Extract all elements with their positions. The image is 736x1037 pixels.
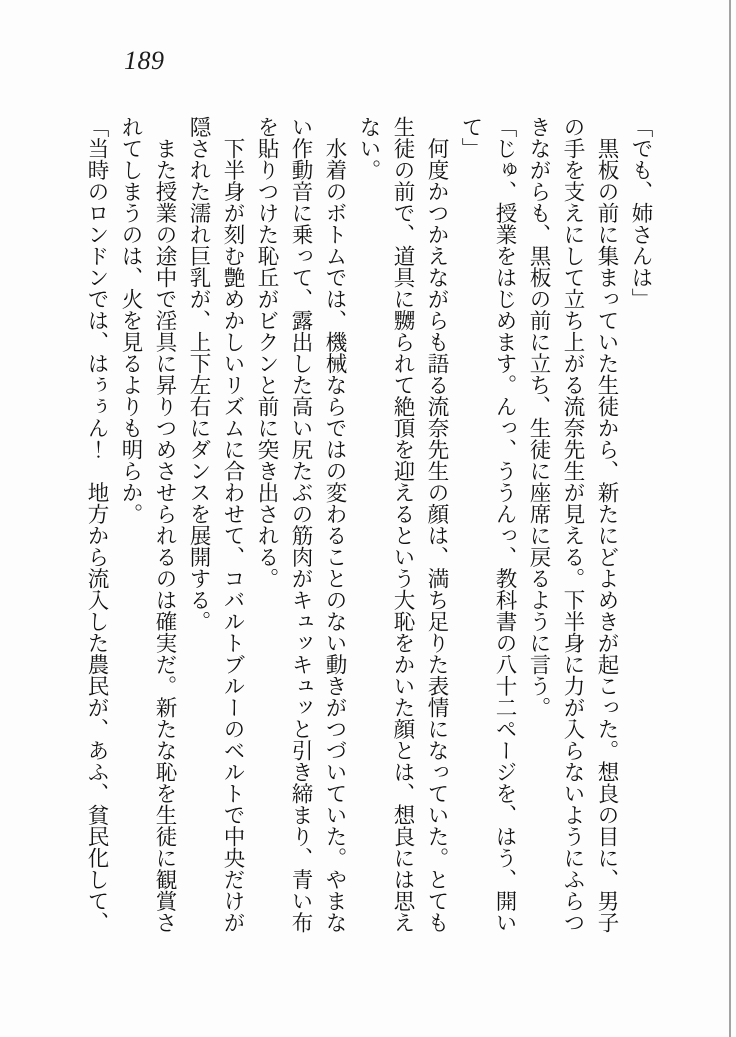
- page-edge-shadow: [729, 0, 731, 1037]
- body-text: [79, 116, 657, 938]
- paragraph: 何度かつかえながらも語る流奈先生の顔は、満ち足りた表情になっていた。とても生徒の前で、道具に嬲られて絶頂を迎えるという大恥をかいた顔とは、想良には思えない。: [356, 116, 449, 933]
- paragraph: 「じゅ、授業をはじめます。んっ、ううんっ、教科書の八十二ページを、はう、開いて」: [458, 116, 517, 933]
- paragraph: 水着のボトムでは、機械ならではの変わることのない動きがつづいていた。やまない作動音に乗って、露出した高い尻たぶの筋肉がキュッキュッと引き締まり、青い布を貼りつけた恥丘がビクンと前に突き出される。: [254, 116, 347, 933]
- paragraph: 黒板の前に集まっていた生徒から、新たにどよめきが起こった。想良の目に、男子の手を支えにして立ち上がる流奈先生が見える。下半身に力が入らないようにふらつきながらも、黒板の前に立ち、生徒に座席に戻るように言う。: [526, 116, 619, 933]
- paragraph: 下半身が刻む艶めかしいリズムに合わせて、コバルトブルーのベルトで中央だけが隠された濡れ巨乳が、上下左右にダンスを展開する。: [186, 116, 245, 933]
- paragraph: 「でも、姉さんは」: [628, 116, 653, 310]
- page-number: 189: [124, 46, 165, 75]
- paragraph: また授業の途中で淫具に昇りつめさせられるのは確実だ。新たな恥を生徒に観賞されてしまうのは、火を見るよりも明らか。: [118, 116, 177, 933]
- paragraph: 「当時のロンドンでは、はぅぅん！ 地方から流入した農民が、あふ、貧民化して、: [84, 116, 109, 933]
